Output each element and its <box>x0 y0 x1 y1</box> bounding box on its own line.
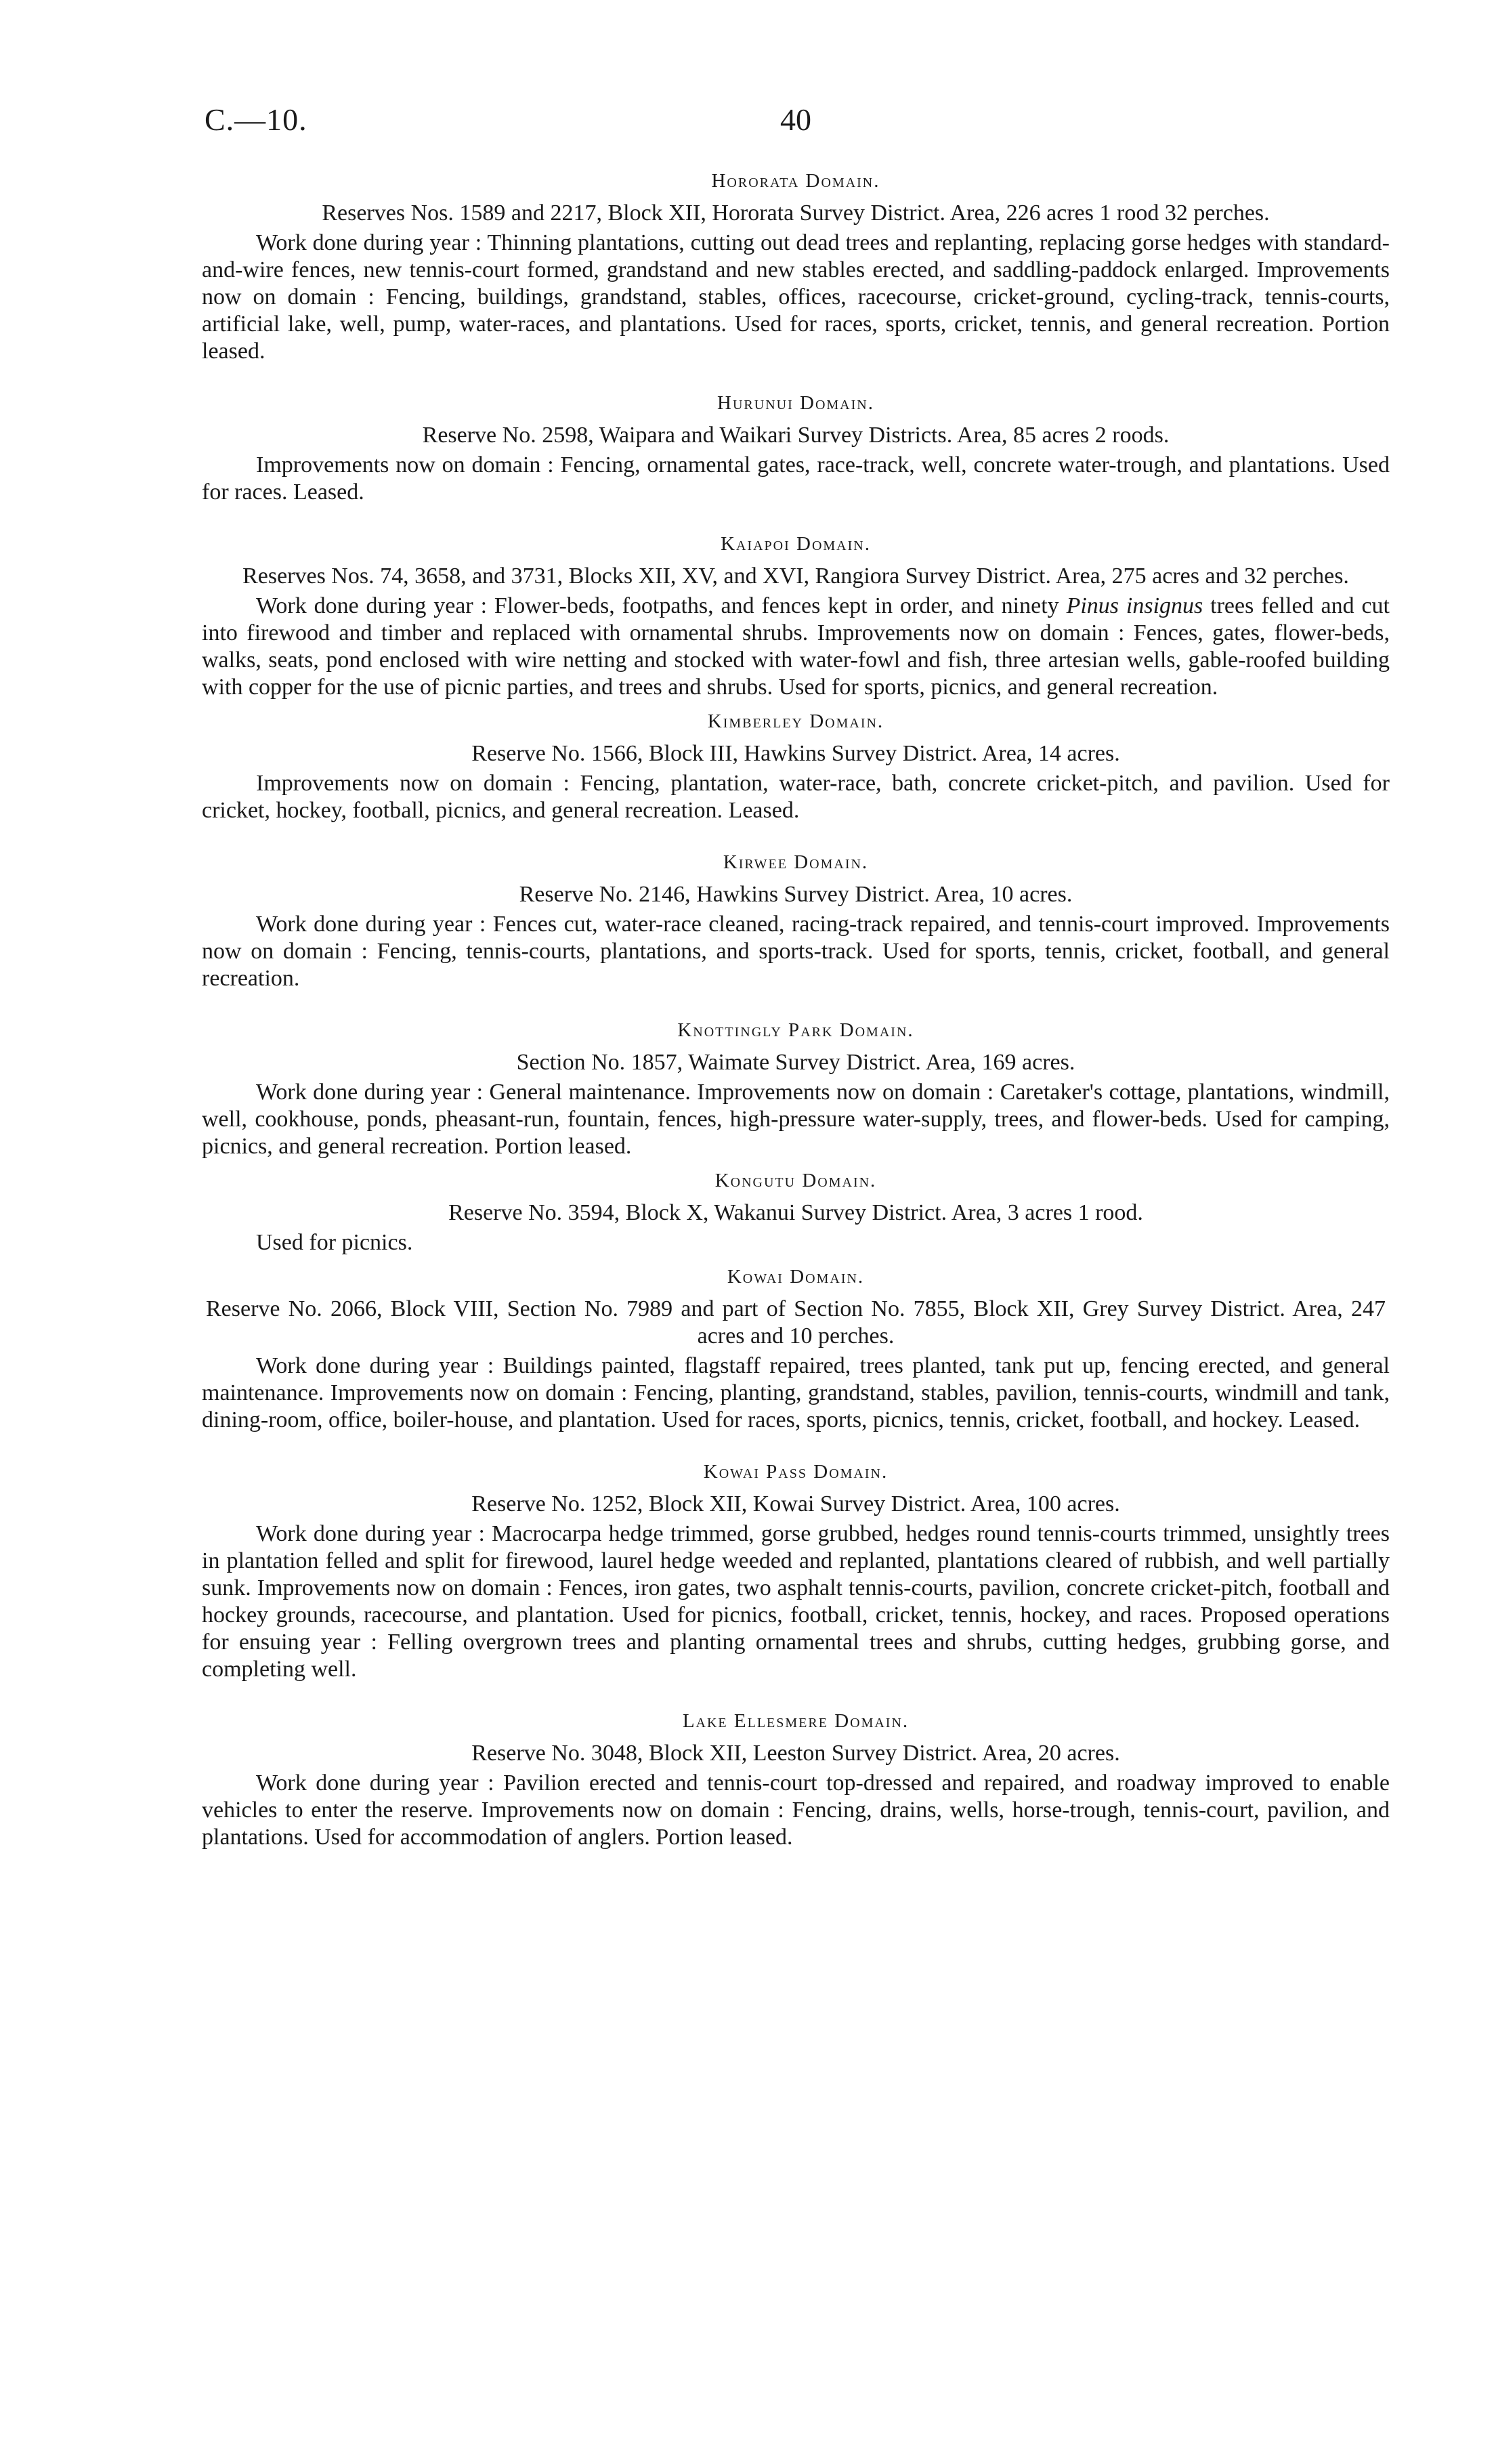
page-header <box>203 95 1388 149</box>
section-hurunui <box>202 388 1390 506</box>
section-body: Work done during year : Thinning plantations, cutting out dead trees and replanting, replacing gorse hedges with standard-and-wire fences, new tennis-court formed, grandstand and new stables erected, and saddling-paddock enlarged. Improvements now on domain : Fencing, buildings, grandstand, stables, offices, racecourse, cricket-ground, cycling-track, tennis-courts, artificial lake, well, pump, water-races, and plantations. Used for races, sports, cricket, tennis, and general recreation. Portion leased. <box>202 230 1390 364</box>
section-kimberley <box>202 706 1390 824</box>
reserve-line: Reserve No. 2066, Block VIII, Section No. 7989 and part of Section No. 7855, Block XII, Grey Survey District. Area, 247 acres and 10 perches. <box>206 1296 1386 1348</box>
section-body: Work done during year : Pavilion erected and tennis-court top-dressed and repaired, and roadway improved to enable vehicles to enter the reserve. Improvements now on domain : Fencing, drains, wells, horse-trough, tennis-court, pavilion, and plantations. Used for accommodation of anglers. Portion leased. <box>202 1770 1390 1850</box>
page-number: 40 <box>780 102 811 137</box>
reserve-line: Reserves Nos. 74, 3658, and 3731, Blocks XII, XV, and XVI, Rangiora Survey District. Area, 275 acres and 32 perches. <box>242 564 1349 589</box>
section-kongutu <box>202 1166 1390 1256</box>
section-body: Work done during year : Macrocarpa hedge trimmed, gorse grubbed, hedges round tennis-courts trimmed, unsightly trees in plantation felled and split for firewood, laurel hedge weeded and replanted, plantations cleared of rubbish, and well partially sunk. Improvements now on domain : Fences, iron gates, two asphalt tennis-courts, pavilion, concrete cricket-pitch, football and hockey grounds, racecourse, and plantation. Used for picnics, football, cricket, tennis, hockey, and races. Proposed operations for ensuing year : Felling overgrown trees and planting ornamental trees and shrubs, cutting hedges, grubbing gorse, and completing well. <box>202 1521 1390 1682</box>
section-body: Improvements now on domain : Fencing, ornamental gates, race-track, well, concrete water-trough, and plantations. Used for races. Leased. <box>202 452 1390 505</box>
section-knottingly-park <box>202 1015 1390 1160</box>
section-title: Kongutu Domain. <box>714 1170 877 1191</box>
reserve-line: Reserve No. 3594, Block X, Wakanui Survey District. Area, 3 acres 1 rood. <box>448 1200 1143 1225</box>
section-title: Kirwee Domain. <box>723 851 869 873</box>
section-body: Work done during year : Fences cut, water-race cleaned, racing-track repaired, and tennis-court improved. Improvements now on domain : Fencing, tennis-courts, plantations, and sports-track. Used for sports, tennis, cricket, football, and general recreation. <box>202 912 1390 991</box>
section-title: Hororata Domain. <box>711 170 880 192</box>
reserve-line: Reserve No. 1566, Block III, Hawkins Survey District. Area, 14 acres. <box>471 741 1120 766</box>
section-body <box>202 593 1390 701</box>
page-content <box>202 166 1390 1851</box>
section-title: Knottingly Park Domain. <box>677 1019 914 1041</box>
body-text-end: trees felled and cut into firewood and timber and replaced with ornamental shrubs. Improvements now on domain : Fences, gates, flower-beds, walks, seats, pond enclosed with wire netting and stocked with water-fowl and fish, three artesian wells, gable-roofed building with copper for the use of picnic parties, and trees and shrubs. Used for sports, picnics, and general recreation. <box>202 593 1390 700</box>
document-reference: C.—10. <box>205 102 307 137</box>
section-title: Kaiapoi Domain. <box>721 533 871 555</box>
section-kaiapoi <box>202 529 1390 701</box>
section-kirwee <box>202 847 1390 992</box>
section-body: Used for picnics. <box>256 1230 413 1255</box>
section-hororata <box>202 166 1390 365</box>
section-title: Hurunui Domain. <box>717 392 874 414</box>
reserve-line: Reserve No. 2598, Waipara and Waikari Survey Districts. Area, 85 acres 2 roods. <box>422 423 1170 448</box>
section-body: Work done during year : Buildings painted, flagstaff repaired, trees planted, tank put up, fencing erected, and general maintenance. Improvements now on domain : Fencing, planting, grandstand, stables, pavilion, tennis-courts, windmill and tank, dining-room, office, boiler-house, and plantation. Used for races, sports, picnics, tennis, cricket, football, and hockey. Leased. <box>202 1353 1390 1432</box>
section-title: Lake Ellesmere Domain. <box>682 1710 910 1732</box>
section-body: Improvements now on domain : Fencing, plantation, water-race, bath, concrete cricket-pitch, and pavilion. Used for cricket, hockey, football, picnics, and general recreation. Leased. <box>202 771 1390 823</box>
section-kowai-pass <box>202 1457 1390 1683</box>
reserve-line: Section No. 1857, Waimate Survey District. Area, 169 acres. <box>516 1050 1075 1075</box>
section-kowai <box>202 1262 1390 1434</box>
section-lake-ellesmere <box>202 1706 1390 1851</box>
section-title: Kowai Domain. <box>727 1266 865 1288</box>
body-text-start: Work done during year : Flower-beds, footpaths, and fences kept in order, and ninety <box>256 593 1067 618</box>
reserve-line: Reserve No. 1252, Block XII, Kowai Survey District. Area, 100 acres. <box>471 1491 1120 1516</box>
reserve-line: Reserve No. 2146, Hawkins Survey District. Area, 10 acres. <box>519 882 1073 907</box>
body-text-italic: Pinus insignus <box>1066 593 1203 618</box>
section-body: Work done during year : General maintenance. Improvements now on domain : Caretaker's cottage, plantations, windmill, well, cookhouse, ponds, pheasant-run, fountain, fences, high-pressure water-supply, trees, and flower-beds. Used for camping, picnics, and general recreation. Portion leased. <box>202 1080 1390 1159</box>
reserve-line: Reserve No. 3048, Block XII, Leeston Survey District. Area, 20 acres. <box>471 1741 1120 1766</box>
section-title: Kimberley Domain. <box>707 710 884 732</box>
section-title: Kowai Pass Domain. <box>703 1461 889 1483</box>
reserve-line: Reserves Nos. 1589 and 2217, Block XII, Hororata Survey District. Area, 226 acres 1 rood 32 perches. <box>322 200 1270 226</box>
